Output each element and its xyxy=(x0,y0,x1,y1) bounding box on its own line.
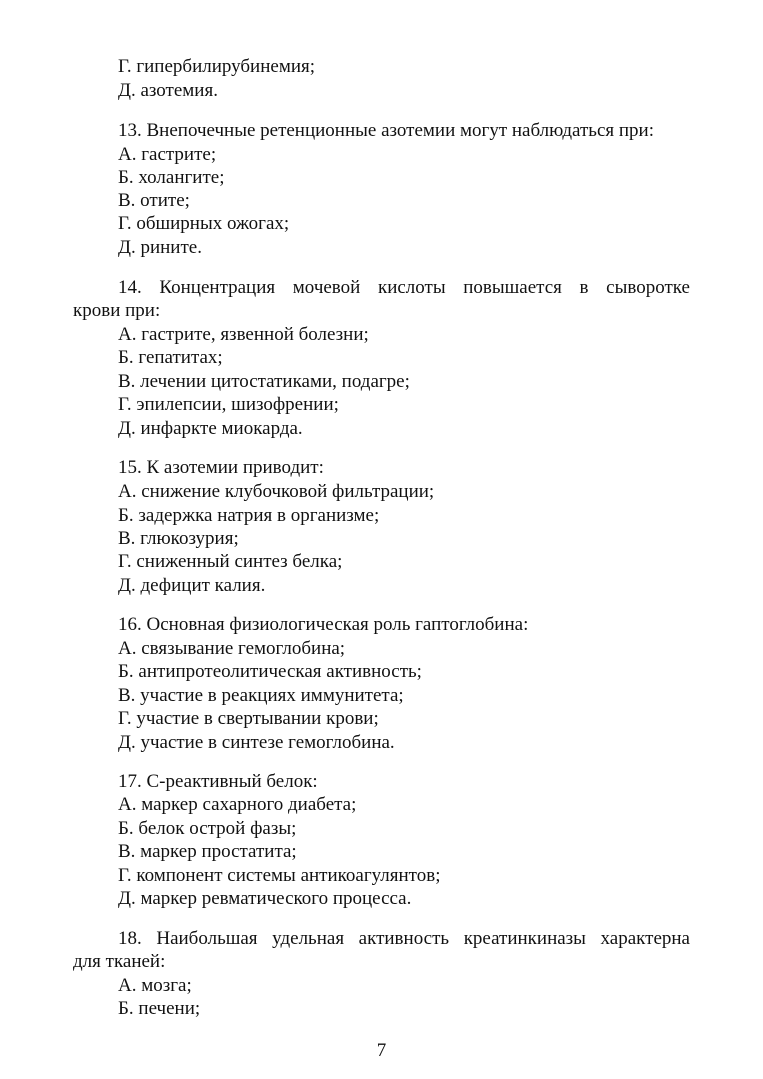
option-b: Б. антипротеолитическая активность; xyxy=(118,661,422,682)
word: 18. xyxy=(118,928,142,949)
question-14-title xyxy=(118,277,690,299)
option-b: Б. гепатитах; xyxy=(118,347,223,368)
option-b: Б. задержка натрия в организме; xyxy=(118,505,380,526)
option-a: А. мозга; xyxy=(118,975,192,996)
page-number: 7 xyxy=(376,1040,387,1061)
option-v: В. лечении цитостатиками, подагре; xyxy=(118,371,410,392)
word: креатинкиназы xyxy=(463,928,586,949)
option-d: Д. маркер ревматического процесса. xyxy=(118,888,412,909)
option-g: Г. участие в свертывании крови; xyxy=(118,708,379,729)
option-b: Б. печени; xyxy=(118,998,201,1019)
word: сыворотке xyxy=(606,277,690,298)
option-a: А. связывание гемоглобина; xyxy=(118,638,346,659)
option-v: В. участие в реакциях иммунитета; xyxy=(118,685,404,706)
question-14-title-cont: крови при: xyxy=(73,300,161,321)
question-15-title: 15. К азотемии приводит: xyxy=(118,457,324,478)
question-18-title xyxy=(118,928,690,950)
question-16-title: 16. Основная физиологическая роль гаптоглобина: xyxy=(118,614,529,635)
word: активность xyxy=(358,928,450,949)
word: мочевой xyxy=(292,277,361,298)
option-a: А. гастрите; xyxy=(118,144,217,165)
word: в xyxy=(579,277,589,298)
word: характерна xyxy=(600,928,690,949)
option-b: Б. холангите; xyxy=(118,167,225,188)
option-v: В. глюкозурия; xyxy=(118,528,239,549)
option-g: Г. обширных ожогах; xyxy=(118,213,290,234)
option-d: Д. инфаркте миокарда. xyxy=(118,418,303,439)
option-a: А. гастрите, язвенной болезни; xyxy=(118,324,369,345)
option-v: В. отите; xyxy=(118,190,190,211)
option-g: Г. сниженный синтез белка; xyxy=(118,551,343,572)
option-a: А. снижение клубочковой фильтрации; xyxy=(118,481,435,502)
word: Наибольшая xyxy=(156,928,258,949)
option-d: Д. дефицит калия. xyxy=(118,575,266,596)
question-17-title: 17. С-реактивный белок: xyxy=(118,771,318,792)
word: повышается xyxy=(463,277,562,298)
option-d: Д. азотемия. xyxy=(118,80,218,101)
word: 14. xyxy=(118,277,142,298)
option-g: Г. компонент системы антикоагулянтов; xyxy=(118,865,441,886)
word: Концентрация xyxy=(159,277,276,298)
option-g: Г. гипербилирубинемия; xyxy=(118,56,316,77)
question-13-title: 13. Внепочечные ретенционные азотемии могут наблюдаться при: xyxy=(118,120,655,141)
word: удельная xyxy=(272,928,345,949)
option-g: Г. эпилепсии, шизофрении; xyxy=(118,394,339,415)
option-d: Д. участие в синтезе гемоглобина. xyxy=(118,732,395,753)
question-18-title-cont: для тканей: xyxy=(73,951,166,972)
option-v: В. маркер простатита; xyxy=(118,841,297,862)
word: кислоты xyxy=(377,277,446,298)
option-b: Б. белок острой фазы; xyxy=(118,818,297,839)
option-d: Д. рините. xyxy=(118,237,202,258)
option-a: А. маркер сахарного диабета; xyxy=(118,794,357,815)
